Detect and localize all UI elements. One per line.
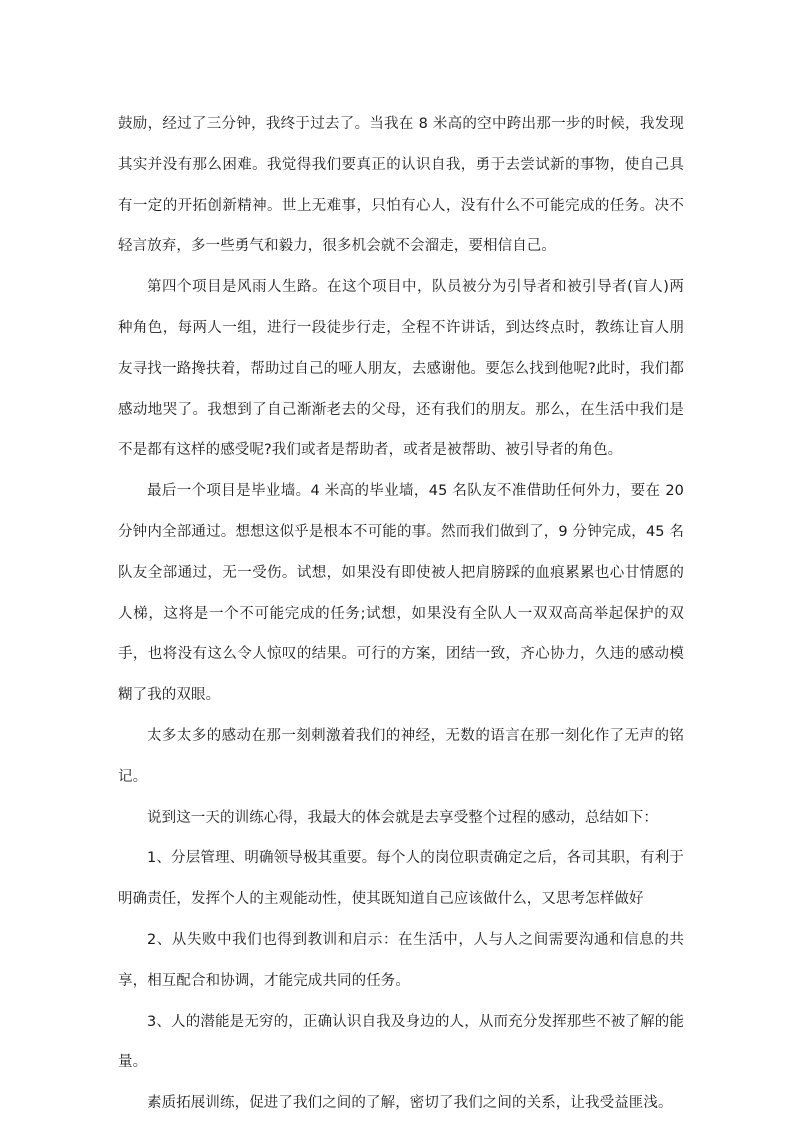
paragraph-2: 第四个项目是风雨人生路。在这个项目中，队员被分为引导者和被引导者(盲人)两种角色，每两人一组，进行一段徒步行走，全程不许讲话，到达终点时，教练让盲人朋友寻找一路搀扶着，帮助过自己的哑人朋友，去感谢他。要怎么找到他呢?此时，我们都感动地哭了。我想到了自己渐渐老去的父母，还有我们的朋友。那么，在生活中我们是不是都有这样的感受呢?我们或者是帮助者，或者是被帮助、被引导者的角色。 [118, 279, 684, 459]
paragraph-5: 说到这一天的训练心得，我最大的体会就是去享受整个过程的感动，总结如下： [147, 809, 658, 826]
document-body [118, 104, 684, 1124]
paragraph-9: 素质拓展训练，促进了我们之间的了解，密切了我们之间的关系，让我受益匪浅。 [147, 1095, 673, 1112]
paragraph-4: 太多太多的感动在那一刻刺激着我们的神经，无数的语言在那一刻化作了无声的铭记。 [118, 727, 684, 785]
paragraph-3: 最后一个项目是毕业墙。4 米高的毕业墙，45 名队友不准借助任何外力，要在 20 分钟内全部通过。想想这似乎是根本不可能的事。然而我们做到了，9 分钟完成，45 名队友全部通过，无一受伤。试想，如果没有即使被人把肩膀踩的血痕累累也心甘情愿的人梯，这将是一个不可能完成的任务;试想，如果没有全队人一双双高高举起保护的双手，也将没有这么令人惊叹的结果。可行的方案，团结一致，齐心协力，久违的感动模糊了我的双眼。 [118, 483, 684, 704]
paragraph-7: 2、从失败中我们也得到教训和启示：在生活中，人与人之间需要沟通和信息的共享，相互配合和协调，才能完成共同的任务。 [118, 931, 684, 989]
paragraph-6: 1、分层管理、明确领导极其重要。每个人的岗位职责确定之后，各司其职，有利于明确责任，发挥个人的主观能动性，使其既知道自己应该做什么，又思考怎样做好 [118, 850, 684, 908]
paragraph-8: 3、人的潜能是无穷的，正确认识自我及身边的人，从而充分发挥那些不被了解的能量。 [118, 1013, 684, 1071]
paragraph-1: 鼓励，经过了三分钟，我终于过去了。当我在 8 米高的空中跨出那一步的时候，我发现其实并没有那么困难。我觉得我们要真正的认识自我，勇于去尝试新的事物，使自己具有一定的开拓创新精神。世上无难事，只怕有心人，没有什么不可能完成的任务。决不轻言放弃，多一些勇气和毅力，很多机会就不会溜走，要相信自己。 [118, 116, 684, 255]
